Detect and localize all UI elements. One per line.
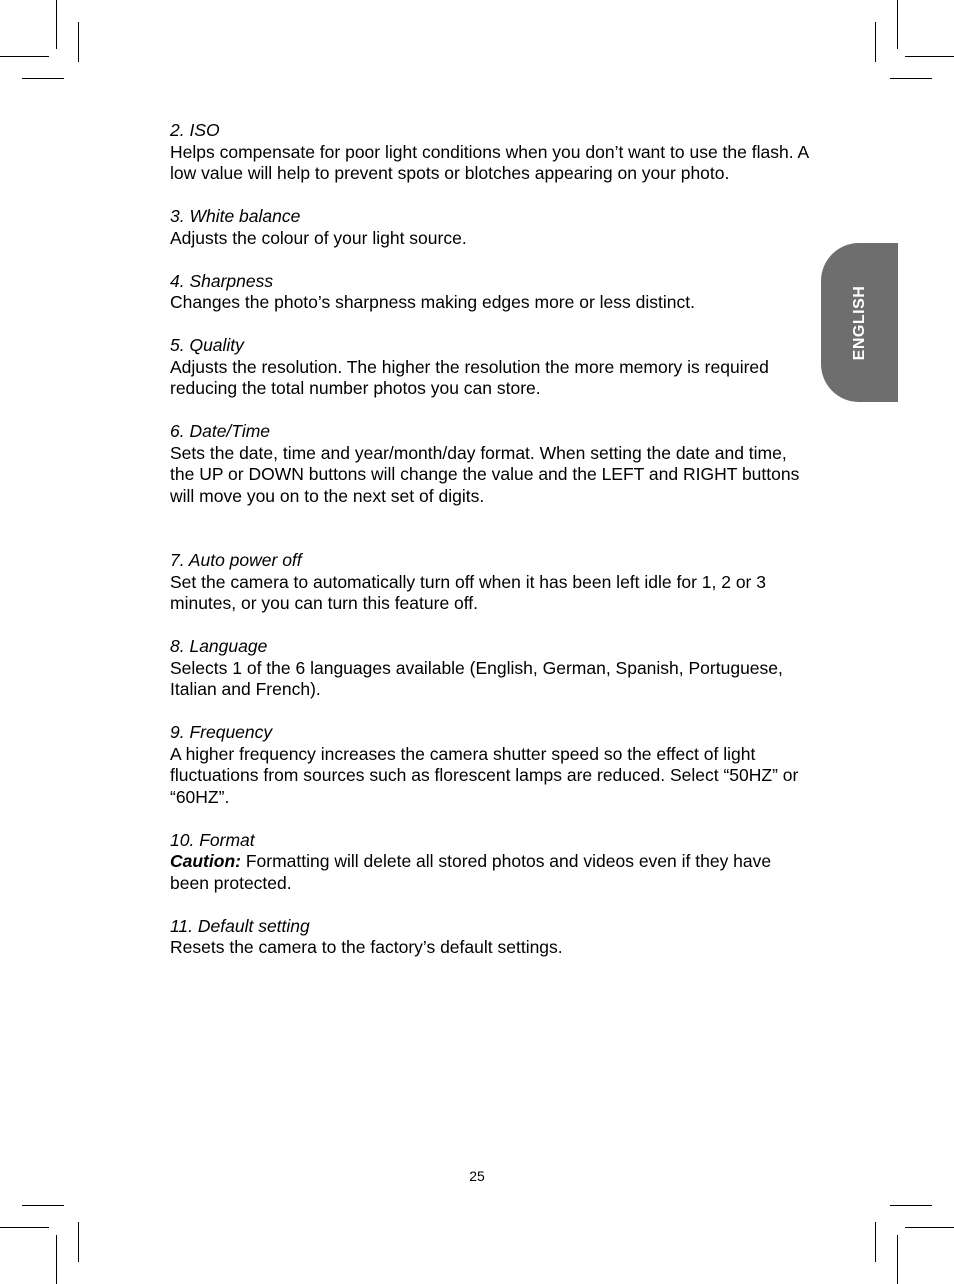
crop-mark [22,1205,64,1206]
section-frequency [170,722,810,808]
crop-mark [78,1222,79,1262]
caution-text: Formatting will delete all stored photos and videos even if they have been protected. [170,851,772,893]
crop-mark [897,0,898,49]
section-iso [170,120,810,185]
section-body: Adjusts the resolution. The higher the resolution the more memory is required reducing the total number photos you can store. [170,356,769,398]
crop-mark [0,56,49,57]
crop-mark [0,1227,49,1228]
crop-mark [905,1227,954,1228]
section-body: Changes the photo’s sharpness making edges more or less distinct. [170,292,695,312]
section-heading: 9. Frequency [170,722,273,742]
manual-content [170,120,810,980]
section-heading: 3. White balance [170,206,301,226]
page-number: 25 [469,1168,485,1184]
section-language [170,636,810,701]
section-body: Adjusts the colour of your light source. [170,227,467,248]
section-heading: 2. ISO [170,120,220,140]
crop-mark [78,22,79,62]
caution-label: Caution: [170,851,241,871]
crop-mark [875,1222,876,1262]
section-body [170,851,810,894]
section-auto-power-off [170,550,810,615]
crop-mark [22,78,64,79]
section-heading: 6. Date/Time [170,421,271,441]
crop-mark [890,1205,932,1206]
section-body: A higher frequency increases the camera shutter speed so the effect of light fluctuations from sources such as florescent lamps are reduced. Select “50HZ” or “60HZ”. [170,743,799,807]
crop-mark [56,0,57,49]
section-heading: 11. Default setting [170,915,310,936]
section-quality [170,335,810,400]
crop-mark [905,56,954,57]
language-tab-label: ENGLISH [850,285,868,360]
language-tab [821,243,898,402]
section-heading: 5. Quality [170,335,244,355]
section-heading: 10. Format [170,829,255,850]
section-body: Selects 1 of the 6 languages available (English, German, Spanish, Portuguese, Italian and French). [170,657,783,699]
crop-mark [897,1235,898,1284]
section-format [170,830,810,895]
section-body: Resets the camera to the factory’s default settings. [170,937,563,957]
section-body: Sets the date, time and year/month/day format. When setting the date and time, the UP or DOWN buttons will change the value and the LEFT and RIGHT buttons will move you on to the next set of digits. [170,442,800,506]
section-heading: 8. Language [170,636,268,656]
section-body: Set the camera to automatically turn off when it has been left idle for 1, 2 or 3 minutes, or you can turn this feature off. [170,571,766,613]
crop-mark [890,78,932,79]
section-body: Helps compensate for poor light conditions when you don’t want to use the flash. A low value will help to prevent spots or blotches appearing on your photo. [170,141,809,183]
section-date-time [170,421,810,507]
section-heading: 7. Auto power off [170,550,302,570]
crop-mark [56,1235,57,1284]
crop-mark [875,22,876,62]
section-white-balance [170,206,810,249]
section-default-setting [170,916,810,959]
section-sharpness [170,271,810,314]
section-heading: 4. Sharpness [170,270,274,291]
